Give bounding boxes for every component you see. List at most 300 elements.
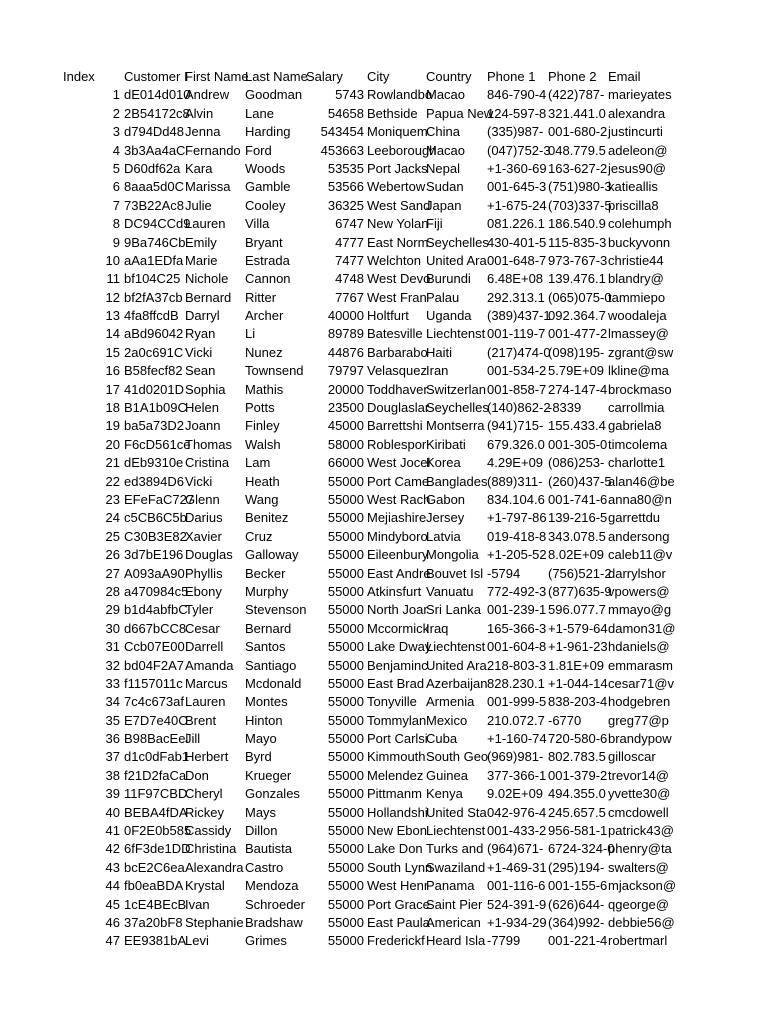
cell-first-name[interactable]: Cristina <box>185 455 230 471</box>
cell-index[interactable]: 26 <box>105 547 120 563</box>
cell-index[interactable]: 10 <box>105 252 120 268</box>
cell-customer-id[interactable]: dEb9310e <box>124 455 184 471</box>
cell-salary[interactable]: 36325 <box>327 197 364 213</box>
cell-salary[interactable]: 54658 <box>327 105 364 121</box>
cell-salary[interactable]: 53566 <box>327 179 364 195</box>
cell-city[interactable]: Frederickf <box>367 933 425 949</box>
cell-country[interactable]: Montserra <box>426 418 485 434</box>
cell-customer-id[interactable]: a470984c5 <box>124 583 189 599</box>
cell-email[interactable]: katieallis <box>608 179 658 195</box>
cell-last-name[interactable]: Benitez <box>245 510 289 526</box>
cell-first-name[interactable]: Xavier <box>185 528 222 544</box>
cell-city[interactable]: Atkinsfurt <box>367 583 422 599</box>
cell-email[interactable]: colehumph <box>608 216 672 232</box>
cell-salary[interactable]: 453663 <box>320 142 364 158</box>
cell-index[interactable]: 38 <box>105 767 120 783</box>
cell-email[interactable]: phenry@ta <box>608 841 672 857</box>
cell-phone-1[interactable]: 218-803-3 <box>487 657 547 673</box>
cell-customer-id[interactable]: ba5a73D2 <box>124 418 184 434</box>
cell-country[interactable]: United Sta <box>426 804 487 820</box>
cell-customer-id[interactable]: D60df62a <box>124 160 181 176</box>
cell-country[interactable]: Turks and <box>426 841 484 857</box>
cell-first-name[interactable]: Darrell <box>185 639 224 655</box>
cell-country[interactable]: Jersey <box>426 510 465 526</box>
cell-phone-1[interactable]: 001-604-8 <box>487 639 547 655</box>
cell-country[interactable]: Macao <box>426 87 466 103</box>
cell-first-name[interactable]: Marissa <box>185 179 231 195</box>
cell-first-name[interactable]: Bernard <box>185 289 232 305</box>
cell-phone-1[interactable]: -7799 <box>487 933 521 949</box>
cell-salary[interactable]: 55000 <box>327 639 364 655</box>
cell-country[interactable]: Banglades <box>426 473 488 489</box>
cell-country[interactable]: Liechtenst <box>426 639 486 655</box>
header-phone-2[interactable]: Phone 2 <box>548 69 597 84</box>
cell-index[interactable]: 40 <box>105 804 120 820</box>
cell-city[interactable]: Mccormick <box>367 620 430 636</box>
cell-city[interactable]: Holtfurt <box>367 308 409 324</box>
cell-phone-1[interactable]: +1-160-74 <box>487 731 547 747</box>
cell-first-name[interactable]: Douglas <box>185 547 233 563</box>
cell-phone-1[interactable]: 001-119-7 <box>487 326 546 342</box>
cell-email[interactable]: yvette30@ <box>608 786 671 802</box>
cell-first-name[interactable]: Alexandra <box>185 859 244 875</box>
cell-customer-id[interactable]: bcE2C6ea <box>124 859 185 875</box>
cell-country[interactable]: Iran <box>426 363 449 379</box>
cell-first-name[interactable]: Stephanie <box>185 914 244 930</box>
cell-email[interactable]: caleb11@v <box>608 547 673 563</box>
cell-country[interactable]: Kenya <box>426 786 463 802</box>
cell-last-name[interactable]: Ritter <box>245 289 277 305</box>
cell-phone-2[interactable]: 956-581-1 <box>548 823 608 839</box>
cell-city[interactable]: Tonyville <box>367 694 417 710</box>
cell-phone-2[interactable]: 596.077.7 <box>548 602 606 618</box>
cell-city[interactable]: West Devo <box>367 271 431 287</box>
cell-city[interactable]: Eileenbury <box>367 547 429 563</box>
cell-city[interactable]: Barbarabo <box>367 344 428 360</box>
cell-first-name[interactable]: Vicki <box>185 473 213 489</box>
cell-last-name[interactable]: Ford <box>245 142 272 158</box>
cell-salary[interactable]: 55000 <box>327 583 364 599</box>
cell-email[interactable]: darrylshor <box>608 565 666 581</box>
cell-city[interactable]: Leeborough <box>367 142 437 158</box>
cell-index[interactable]: 4 <box>112 142 120 158</box>
cell-phone-2[interactable]: 139.476.1 <box>548 271 606 287</box>
cell-phone-1[interactable]: (969)981- <box>487 749 544 765</box>
cell-phone-1[interactable]: (941)715- <box>487 418 544 434</box>
cell-country[interactable]: Azerbaijan <box>426 675 488 691</box>
cell-last-name[interactable]: Gamble <box>245 179 291 195</box>
cell-phone-1[interactable]: 001-645-3 <box>487 179 547 195</box>
cell-customer-id[interactable]: 9Ba746Cb <box>124 234 186 250</box>
cell-email[interactable]: timcolema <box>608 436 668 452</box>
cell-first-name[interactable]: Thomas <box>185 436 232 452</box>
cell-index[interactable]: 24 <box>105 510 120 526</box>
cell-customer-id[interactable]: B98BacEel <box>124 731 189 747</box>
cell-last-name[interactable]: Woods <box>245 160 286 176</box>
cell-country[interactable]: Armenia <box>426 694 475 710</box>
cell-salary[interactable]: 44876 <box>327 344 364 360</box>
cell-phone-2[interactable]: 139-216-5 <box>548 510 608 526</box>
cell-phone-1[interactable]: 001-433-2 <box>487 823 547 839</box>
cell-last-name[interactable]: Harding <box>245 124 291 140</box>
cell-salary[interactable]: 66000 <box>327 455 364 471</box>
cell-phone-1[interactable]: 042-976-4 <box>487 804 547 820</box>
cell-city[interactable]: Mejiashire <box>367 510 427 526</box>
cell-index[interactable]: 8 <box>112 216 120 232</box>
cell-phone-1[interactable]: (389)437-1 <box>487 308 551 324</box>
cell-first-name[interactable]: Helen <box>185 400 219 416</box>
cell-country[interactable]: Switzerlan <box>426 381 486 397</box>
cell-city[interactable]: New Ebon <box>367 823 427 839</box>
cell-country[interactable]: Fiji <box>426 216 443 232</box>
cell-email[interactable]: blandry@ <box>608 271 664 287</box>
cell-phone-2[interactable]: +1-961-23 <box>548 639 608 655</box>
header-last-name[interactable]: Last Name <box>245 69 308 84</box>
cell-phone-1[interactable]: 001-999-5 <box>487 694 547 710</box>
cell-phone-2[interactable]: (260)437-5 <box>548 473 612 489</box>
cell-phone-2[interactable]: 001-477-2 <box>548 326 608 342</box>
cell-phone-2[interactable]: (086)253- <box>548 455 605 471</box>
cell-city[interactable]: Tommylan <box>367 712 427 728</box>
cell-last-name[interactable]: Montes <box>245 694 288 710</box>
cell-last-name[interactable]: Galloway <box>245 547 299 563</box>
cell-email[interactable]: priscilla8 <box>608 197 659 213</box>
cell-index[interactable]: 14 <box>105 326 120 342</box>
cell-salary[interactable]: 20000 <box>327 381 364 397</box>
cell-salary[interactable]: 7477 <box>335 252 364 268</box>
cell-city[interactable]: Pittmanm <box>367 786 422 802</box>
cell-phone-2[interactable]: 001-379-2 <box>548 767 608 783</box>
cell-salary[interactable]: 55000 <box>327 620 364 636</box>
cell-last-name[interactable]: Grimes <box>245 933 287 949</box>
cell-customer-id[interactable]: bf104C25 <box>124 271 181 287</box>
cell-city[interactable]: East Andre <box>367 565 431 581</box>
cell-phone-1[interactable]: 430-401-5 <box>487 234 547 250</box>
cell-last-name[interactable]: Murphy <box>245 583 289 599</box>
cell-phone-2[interactable]: 802.783.5 <box>548 749 606 765</box>
cell-city[interactable]: Lake Dway <box>367 639 432 655</box>
cell-customer-id[interactable]: EFeFaC727 <box>124 491 195 507</box>
cell-customer-id[interactable]: E7D7e40C <box>124 712 188 728</box>
cell-index[interactable]: 2 <box>112 105 120 121</box>
cell-last-name[interactable]: Castro <box>245 859 284 875</box>
cell-last-name[interactable]: Goodman <box>245 87 303 103</box>
cell-index[interactable]: 34 <box>105 694 120 710</box>
cell-last-name[interactable]: Bautista <box>245 841 292 857</box>
cell-last-name[interactable]: Potts <box>245 400 275 416</box>
header-email[interactable]: Email <box>608 69 641 84</box>
cell-country[interactable]: Vanuatu <box>426 583 474 599</box>
cell-phone-2[interactable]: 001-741-6 <box>548 491 608 507</box>
cell-salary[interactable]: 7767 <box>335 289 364 305</box>
cell-index[interactable]: 32 <box>105 657 120 673</box>
cell-country[interactable]: United Ara <box>426 252 487 268</box>
cell-first-name[interactable]: Kara <box>185 160 213 176</box>
cell-salary[interactable]: 4777 <box>335 234 364 250</box>
cell-first-name[interactable]: Sophia <box>185 381 226 397</box>
cell-email[interactable]: garrettdu <box>608 510 661 526</box>
cell-salary[interactable]: 55000 <box>327 859 364 875</box>
cell-last-name[interactable]: Mendoza <box>245 878 299 894</box>
cell-last-name[interactable]: Estrada <box>245 252 290 268</box>
cell-country[interactable]: United Ara <box>426 657 487 673</box>
cell-phone-1[interactable]: +1-360-69 <box>487 160 547 176</box>
cell-email[interactable]: trevor14@ <box>608 767 669 783</box>
cell-index[interactable]: 25 <box>105 528 120 544</box>
cell-phone-2[interactable]: 001-221-4 <box>548 933 608 949</box>
cell-index[interactable]: 30 <box>105 620 120 636</box>
cell-phone-1[interactable]: (335)987- <box>487 124 544 140</box>
cell-salary[interactable]: 55000 <box>327 804 364 820</box>
cell-city[interactable]: Lake Don <box>367 841 423 857</box>
cell-city[interactable]: West Rach <box>367 491 431 507</box>
cell-phone-1[interactable]: 001-116-6 <box>487 878 546 894</box>
cell-salary[interactable]: 55000 <box>327 602 364 618</box>
cell-salary[interactable]: 55000 <box>327 749 364 765</box>
cell-customer-id[interactable]: B58fecf82 <box>124 363 183 379</box>
cell-phone-2[interactable]: 186.540.9 <box>548 216 606 232</box>
cell-phone-1[interactable]: 019-418-8 <box>487 528 547 544</box>
cell-email[interactable]: marieyates <box>608 87 672 103</box>
cell-index[interactable]: 18 <box>105 400 120 416</box>
cell-first-name[interactable]: Cassidy <box>185 823 232 839</box>
cell-last-name[interactable]: Walsh <box>245 436 281 452</box>
cell-phone-2[interactable]: 8.02E+09 <box>548 547 605 563</box>
cell-phone-2[interactable]: (098)195- <box>548 344 605 360</box>
cell-country[interactable]: Papua New <box>426 105 494 121</box>
cell-first-name[interactable]: Ryan <box>185 326 216 342</box>
cell-first-name[interactable]: Levi <box>185 933 209 949</box>
cell-phone-2[interactable]: 001-680-2 <box>548 124 608 140</box>
cell-index[interactable]: 47 <box>105 933 120 949</box>
cell-customer-id[interactable]: f21D2faCa <box>124 767 187 783</box>
cell-phone-2[interactable]: 155.433.4 <box>548 418 606 434</box>
cell-index[interactable]: 13 <box>105 308 120 324</box>
cell-customer-id[interactable]: bf2fA37cb <box>124 289 183 305</box>
cell-phone-2[interactable]: 720-580-6 <box>548 731 608 747</box>
cell-phone-1[interactable]: +1-934-29 <box>487 914 547 930</box>
cell-phone-1[interactable]: +1-205-52 <box>487 547 547 563</box>
header-customer-id[interactable]: Customer I <box>124 69 188 84</box>
cell-email[interactable]: brandypow <box>608 731 672 747</box>
cell-phone-1[interactable]: 524-391-9 <box>487 896 547 912</box>
cell-phone-1[interactable]: +1-469-31 <box>487 859 547 875</box>
cell-index[interactable]: 31 <box>105 639 120 655</box>
cell-salary[interactable]: 23500 <box>327 400 364 416</box>
cell-first-name[interactable]: Don <box>185 767 209 783</box>
cell-phone-1[interactable]: (889)311- <box>487 473 543 489</box>
cell-city[interactable]: Roblespor <box>367 436 427 452</box>
cell-email[interactable]: charlotte1 <box>608 455 666 471</box>
cell-customer-id[interactable]: 8aaa5d0C <box>124 179 184 195</box>
cell-phone-2[interactable]: (626)644- <box>548 896 605 912</box>
cell-first-name[interactable]: Sean <box>185 363 216 379</box>
cell-country[interactable]: Bouvet Isl <box>426 565 484 581</box>
cell-city[interactable]: Batesville <box>367 326 423 342</box>
cell-phone-1[interactable]: -5794 <box>487 565 521 581</box>
cell-phone-2[interactable]: 5.79E+09 <box>548 363 605 379</box>
cell-phone-1[interactable]: 292.313.1 <box>487 289 545 305</box>
cell-email[interactable]: alan46@be <box>608 473 675 489</box>
cell-phone-2[interactable]: 115-835-3 <box>548 234 607 250</box>
cell-phone-1[interactable]: 772-492-3 <box>487 583 547 599</box>
cell-phone-2[interactable]: (756)521-2 <box>548 565 612 581</box>
header-index[interactable]: Index <box>63 69 95 84</box>
cell-city[interactable]: New Yolan <box>367 216 429 232</box>
cell-first-name[interactable]: Andrew <box>185 87 230 103</box>
cell-phone-1[interactable]: (964)671- <box>487 841 544 857</box>
cell-city[interactable]: West Sand <box>367 197 431 213</box>
cell-last-name[interactable]: Mayo <box>245 731 277 747</box>
cell-first-name[interactable]: Rickey <box>185 804 225 820</box>
cell-email[interactable]: anna80@n <box>608 491 672 507</box>
cell-salary[interactable]: 4748 <box>335 271 364 287</box>
cell-salary[interactable]: 6747 <box>335 216 364 232</box>
cell-customer-id[interactable]: f1157011c <box>124 675 183 691</box>
cell-email[interactable]: robertmarl <box>608 933 668 949</box>
cell-first-name[interactable]: Marie <box>185 252 218 268</box>
cell-city[interactable]: South Lynn <box>367 859 433 875</box>
cell-index[interactable]: 22 <box>105 473 120 489</box>
cell-index[interactable]: 41 <box>105 823 120 839</box>
cell-city[interactable]: Velasquez <box>367 363 427 379</box>
cell-index[interactable]: 6 <box>112 179 120 195</box>
cell-country[interactable]: Guinea <box>426 767 468 783</box>
cell-last-name[interactable]: Heath <box>245 473 280 489</box>
cell-phone-1[interactable]: 001-239-1 <box>487 602 547 618</box>
cell-first-name[interactable]: Amanda <box>185 657 234 673</box>
cell-phone-2[interactable]: 321.441.0 <box>548 105 606 121</box>
cell-last-name[interactable]: Wang <box>245 491 279 507</box>
cell-email[interactable]: brockmaso <box>608 381 672 397</box>
cell-last-name[interactable]: Becker <box>245 565 286 581</box>
cell-customer-id[interactable]: 37a20bF8 <box>124 914 183 930</box>
cell-customer-id[interactable]: d667bCC8 <box>124 620 187 636</box>
cell-email[interactable]: adeleon@ <box>608 142 668 158</box>
cell-city[interactable]: Hollandshi <box>367 804 428 820</box>
cell-salary[interactable]: 53535 <box>327 160 364 176</box>
cell-last-name[interactable]: Mays <box>245 804 277 820</box>
cell-salary[interactable]: 55000 <box>327 786 364 802</box>
cell-customer-id[interactable]: d1c0dFab1 <box>124 749 190 765</box>
cell-email[interactable]: greg77@p <box>608 712 669 728</box>
cell-country[interactable]: Japan <box>426 197 462 213</box>
cell-customer-id[interactable]: 4fa8ffcdB <box>124 308 179 324</box>
cell-email[interactable]: swalters@ <box>608 859 669 875</box>
cell-phone-2[interactable]: 494.355.0 <box>548 786 606 802</box>
cell-phone-2[interactable]: -8339 <box>548 400 582 416</box>
cell-salary[interactable]: 55000 <box>327 731 364 747</box>
cell-country[interactable]: Swaziland <box>426 859 486 875</box>
cell-email[interactable]: lmassey@ <box>608 326 669 342</box>
header-country[interactable]: Country <box>426 69 472 84</box>
cell-first-name[interactable]: Darius <box>185 510 223 526</box>
cell-city[interactable]: Bethside <box>367 105 418 121</box>
cell-first-name[interactable]: Krystal <box>185 878 225 894</box>
cell-first-name[interactable]: Ebony <box>185 583 222 599</box>
cell-index[interactable]: 1 <box>112 87 120 103</box>
cell-index[interactable]: 12 <box>105 289 120 305</box>
cell-country[interactable]: China <box>426 124 460 140</box>
cell-first-name[interactable]: Darryl <box>185 308 220 324</box>
cell-salary[interactable]: 55000 <box>327 694 364 710</box>
header-phone-1[interactable]: Phone 1 <box>487 69 536 84</box>
cell-salary[interactable]: 55000 <box>327 896 364 912</box>
cell-email[interactable]: cmcdowell <box>608 804 669 820</box>
cell-salary[interactable]: 55000 <box>327 767 364 783</box>
cell-first-name[interactable]: Vicki <box>185 344 213 360</box>
cell-phone-1[interactable]: 165-366-3 <box>487 620 547 636</box>
cell-phone-2[interactable]: (751)980-3 <box>548 179 612 195</box>
cell-first-name[interactable]: Phyllis <box>185 565 223 581</box>
cell-email[interactable]: carrollmia <box>608 400 665 416</box>
cell-first-name[interactable]: Glenn <box>185 491 220 507</box>
cell-first-name[interactable]: Joann <box>185 418 221 434</box>
cell-phone-1[interactable]: 6.48E+08 <box>487 271 544 287</box>
cell-index[interactable]: 42 <box>105 841 120 857</box>
cell-last-name[interactable]: Santiago <box>245 657 297 673</box>
cell-last-name[interactable]: Santos <box>245 639 286 655</box>
cell-index[interactable]: 46 <box>105 914 120 930</box>
cell-phone-2[interactable]: 838-203-4 <box>548 694 608 710</box>
cell-first-name[interactable]: Jenna <box>185 124 221 140</box>
cell-country[interactable]: American <box>426 914 481 930</box>
cell-customer-id[interactable]: dE014d010 <box>124 87 191 103</box>
cell-last-name[interactable]: Bernard <box>245 620 292 636</box>
cell-country[interactable]: Palau <box>426 289 460 305</box>
cell-email[interactable]: vpowers@ <box>608 583 670 599</box>
cell-phone-2[interactable]: 973-767-3 <box>548 252 608 268</box>
cell-phone-1[interactable]: +1-797-86 <box>487 510 547 526</box>
cell-country[interactable]: Macao <box>426 142 466 158</box>
cell-salary[interactable]: 55000 <box>327 473 364 489</box>
cell-last-name[interactable]: Byrd <box>245 749 272 765</box>
cell-customer-id[interactable]: 41d0201D <box>124 381 184 397</box>
cell-phone-1[interactable]: 001-858-7 <box>487 381 547 397</box>
cell-country[interactable]: South Geo <box>426 749 489 765</box>
cell-email[interactable]: qgeorge@ <box>608 896 669 912</box>
cell-city[interactable]: Toddhaver <box>367 381 428 397</box>
cell-country[interactable]: Nepal <box>426 160 460 176</box>
cell-index[interactable]: 3 <box>112 124 120 140</box>
cell-customer-id[interactable]: A093aA90 <box>124 565 185 581</box>
cell-last-name[interactable]: Finley <box>245 418 280 434</box>
cell-salary[interactable]: 543454 <box>320 124 364 140</box>
cell-customer-id[interactable]: 3d7bE196 <box>124 547 184 563</box>
cell-city[interactable]: Barrettshi <box>367 418 423 434</box>
cell-phone-2[interactable]: 048.779.5 <box>548 142 606 158</box>
cell-city[interactable]: Mindyboro <box>367 528 428 544</box>
cell-city[interactable]: Kimmouth <box>367 749 426 765</box>
cell-phone-2[interactable]: 001-305-0 <box>548 436 608 452</box>
cell-country[interactable]: Liechtenst <box>426 823 486 839</box>
cell-customer-id[interactable]: C30B3E82 <box>124 528 187 544</box>
cell-email[interactable]: tammiepo <box>608 289 666 305</box>
cell-email[interactable]: debbie56@ <box>608 914 675 930</box>
cell-phone-1[interactable]: (217)474-0 <box>487 344 551 360</box>
cell-customer-id[interactable]: DC94CCd9 <box>124 216 191 232</box>
cell-customer-id[interactable]: d794Dd48 <box>124 124 184 140</box>
cell-index[interactable]: 43 <box>105 859 120 875</box>
cell-country[interactable]: Latvia <box>426 528 461 544</box>
cell-customer-id[interactable]: BEBA4fDA <box>124 804 188 820</box>
cell-city[interactable]: Webertow <box>367 179 426 195</box>
cell-email[interactable]: buckyvonn <box>608 234 671 250</box>
cell-index[interactable]: 44 <box>105 878 120 894</box>
cell-first-name[interactable]: Ivan <box>185 896 210 912</box>
cell-email[interactable]: lkline@ma <box>608 363 669 379</box>
cell-country[interactable]: Korea <box>426 455 461 471</box>
